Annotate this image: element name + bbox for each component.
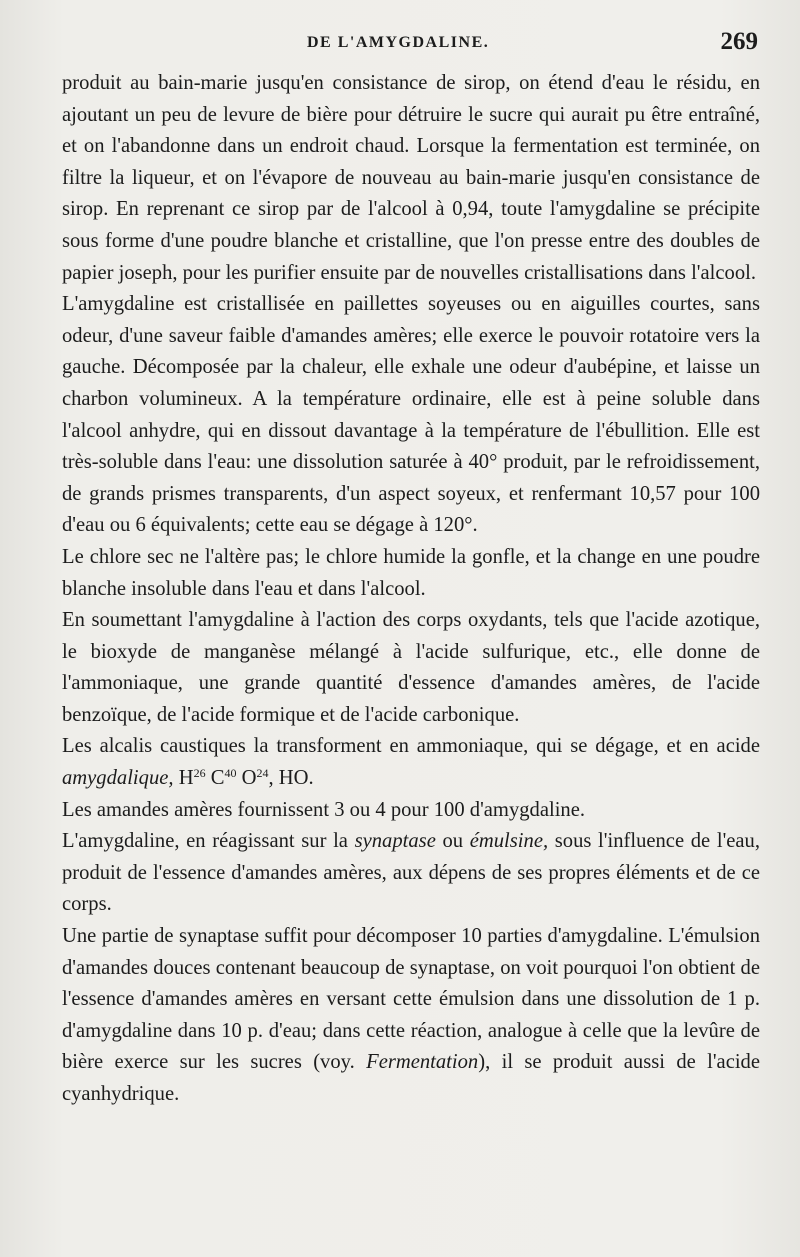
paragraph-synaptase: L'amygdaline, en réagissant sur la synaptase ou émulsine, sous l'influence de l'eau, produit de l'essence d'amandes amères, aux dépens de ses propres éléments et de ce corps. <box>62 830 761 916</box>
body-text <box>62 68 760 1111</box>
paragraph-alkalis <box>62 731 760 794</box>
running-title: DE L'AMYGDALINE. <box>307 34 490 51</box>
formula-suffix: , HO. <box>268 767 314 790</box>
paragraph-oxidants: En soumettant l'amygdaline à l'action des corps oxydants, tels que l'acide azotique, le bioxyde de manganèse mélangé à l'acide sulfurique, etc., elle donne de l'ammoniaque, une grande quantité d'essence d'amandes amères, de l'acide benzoïque, de l'acide formique et de l'acide carbonique. <box>62 609 760 726</box>
fermentation-reference: Fermentation <box>366 1051 479 1074</box>
chemical-formula: $H^{26}$ $C^{40}$ $O^{24}$ <box>178 766 269 790</box>
running-head <box>62 28 760 62</box>
paragraph-chlorine: Le chlore sec ne l'altère pas; le chlore humide la gonfle, et la change en une poudre blanche insoluble dans l'eau et dans l'alcool. <box>62 545 760 600</box>
paragraph-bitter-almonds: Les amandes amères fournissent 3 ou 4 pour 100 d'amygdaline. <box>62 798 585 821</box>
emulsine-term: émulsine, <box>469 830 549 853</box>
alkalis-text: Les alcalis caustiques la transforment en ammoniaque, qui se dégage, et en acide <box>62 735 760 758</box>
amygdalique-term: amygdalique, <box>62 767 174 790</box>
paragraph-emulsion: Une partie de synaptase suffit pour décomposer 10 parties d'amygdaline. L'émulsion d'amandes douces contenant beaucoup de synaptase, on voit pourquoi l'on obtient de l'essence d'amandes amères en versant cette émulsion dans une dissolution de 1 p. d'amygdaline dans 10 p. d'eau; dans cette réaction, analogue à celle que la levûre de bière exerce sur les sucres (voy. Fermentation), il se produit aussi de l'acide cyanhydrique. <box>62 925 760 1105</box>
synaptase-term: synaptase <box>354 830 436 853</box>
paragraph-properties: L'amygdaline est cristallisée en paillettes soyeuses ou en aiguilles courtes, sans odeur, d'une saveur faible d'amandes amères; elle exerce le pouvoir rotatoire vers la gauche. Décomposée par la chaleur, elle exhale une odeur d'aubépine, et laisse un charbon volumineux. A la température ordinaire, elle est à peine soluble dans l'alcool anhydre, qui en dissout davantage à la température de l'ébullition. Elle est très-soluble dans l'eau: une dissolution saturée à 40° produit, par le refroidissement, de grands prismes transparents, d'un aspect soyeux, et renfermant 10,57 pour 100 d'eau ou 6 équivalents; cette eau se dégage à 120°. <box>62 293 760 537</box>
page-number: 269 <box>720 28 758 55</box>
paragraph-preparation: produit au bain-marie jusqu'en consistance de sirop, on étend d'eau le résidu, en ajoutant un peu de levure de bière pour détruire le sucre qui aurait pu être entraîné, et on l'abandonne dans un endroit chaud. Lorsque la fermentation est terminée, on filtre la liqueur, et on l'évapore de nouveau au bain-marie jusqu'en consistance de sirop. En reprenant ce sirop par de l'alcool à 0,94, toute l'amygdaline se précipite sous forme d'une poudre blanche et cristalline, que l'on presse entre des doubles de papier joseph, pour les purifier ensuite par de nouvelles cristallisations dans l'alcool. <box>62 72 760 284</box>
